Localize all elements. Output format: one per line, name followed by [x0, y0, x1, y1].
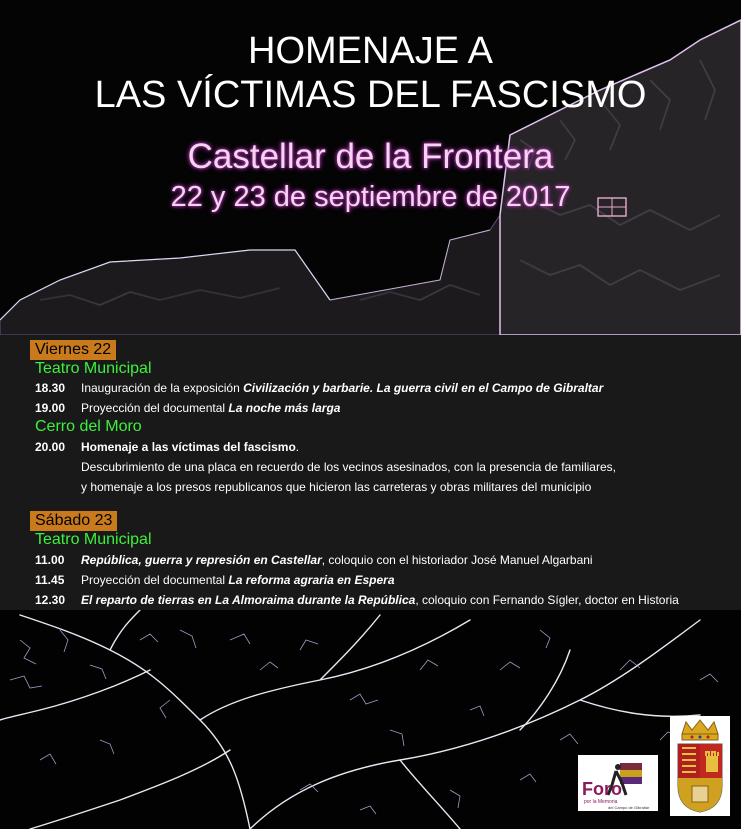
event-row: [35, 592, 679, 608]
foro-logo-graphic: [578, 755, 658, 811]
event-text: Inauguración de la exposición: [81, 381, 244, 395]
event-title: La reforma agraria en Espera: [228, 573, 395, 587]
event-time: 19.00: [35, 401, 66, 415]
foro-logo-name: Foro: [582, 779, 622, 799]
venue-cerro-del-moro: Cerro del Moro: [35, 418, 142, 435]
hero-castle-photo: [0, 0, 741, 335]
title-line-1: HOMENAJE A: [248, 30, 493, 72]
event-time: 18.30: [35, 381, 66, 395]
day-badge-friday: Viernes 22: [30, 340, 116, 360]
coat-of-arms-icon: [670, 716, 730, 816]
day-badge-saturday: Sábado 23: [30, 511, 117, 531]
event-suffix: .: [295, 440, 300, 454]
venue-teatro-friday: Teatro Municipal: [35, 360, 152, 377]
event-title: La noche más larga: [228, 401, 341, 415]
event-text: , coloquio con el historiador José Manuel Algarbani: [321, 553, 593, 567]
event-text: Proyección del documental: [81, 573, 229, 587]
place-title: Castellar de la Frontera: [187, 137, 554, 176]
event-title: Civilización y barbarie. La guerra civil en el Campo de Gibraltar: [243, 381, 604, 395]
event-time: 20.00: [35, 440, 66, 454]
event-title: Homenaje a las víctimas del fascismo: [81, 440, 296, 454]
event-text: Proyección del documental: [81, 401, 229, 415]
program-panel: [0, 335, 741, 610]
foro-logo-subtitle-2: del Campo de Gibraltar: [608, 805, 650, 810]
foro-memoria-logo: [578, 755, 658, 811]
event-time: 12.30: [35, 593, 66, 607]
event-description: Descubrimiento de una placa en recuerdo de los vecinos asesinados, con la presencia de familiares,: [81, 460, 616, 474]
event-time: 11.00: [35, 553, 65, 567]
event-title: El reparto de tierras en La Almoraima durante la República: [81, 593, 416, 607]
event-text: , coloquio con Fernando Sígler, doctor en Historia: [415, 593, 679, 607]
event-time: 11.45: [35, 573, 65, 587]
event-row: [35, 572, 395, 588]
event-dates: 22 y 23 de septiembre de 2017: [170, 181, 571, 213]
title-line-2: LAS VÍCTIMAS DEL FASCISMO: [94, 74, 647, 116]
event-description: y homenaje a los presos republicanos que hicieron las carreteras y obras militares del municipio: [81, 480, 592, 494]
event-row: [35, 552, 593, 568]
event-row: [35, 439, 299, 455]
foro-logo-subtitle: por la Memoria: [584, 799, 618, 805]
castellar-coat-of-arms: [670, 716, 730, 816]
venue-teatro-saturday: Teatro Municipal: [35, 531, 152, 548]
event-row: [35, 380, 603, 396]
event-title: República, guerra y represión en Castellar: [81, 553, 322, 567]
event-row: [35, 400, 340, 416]
